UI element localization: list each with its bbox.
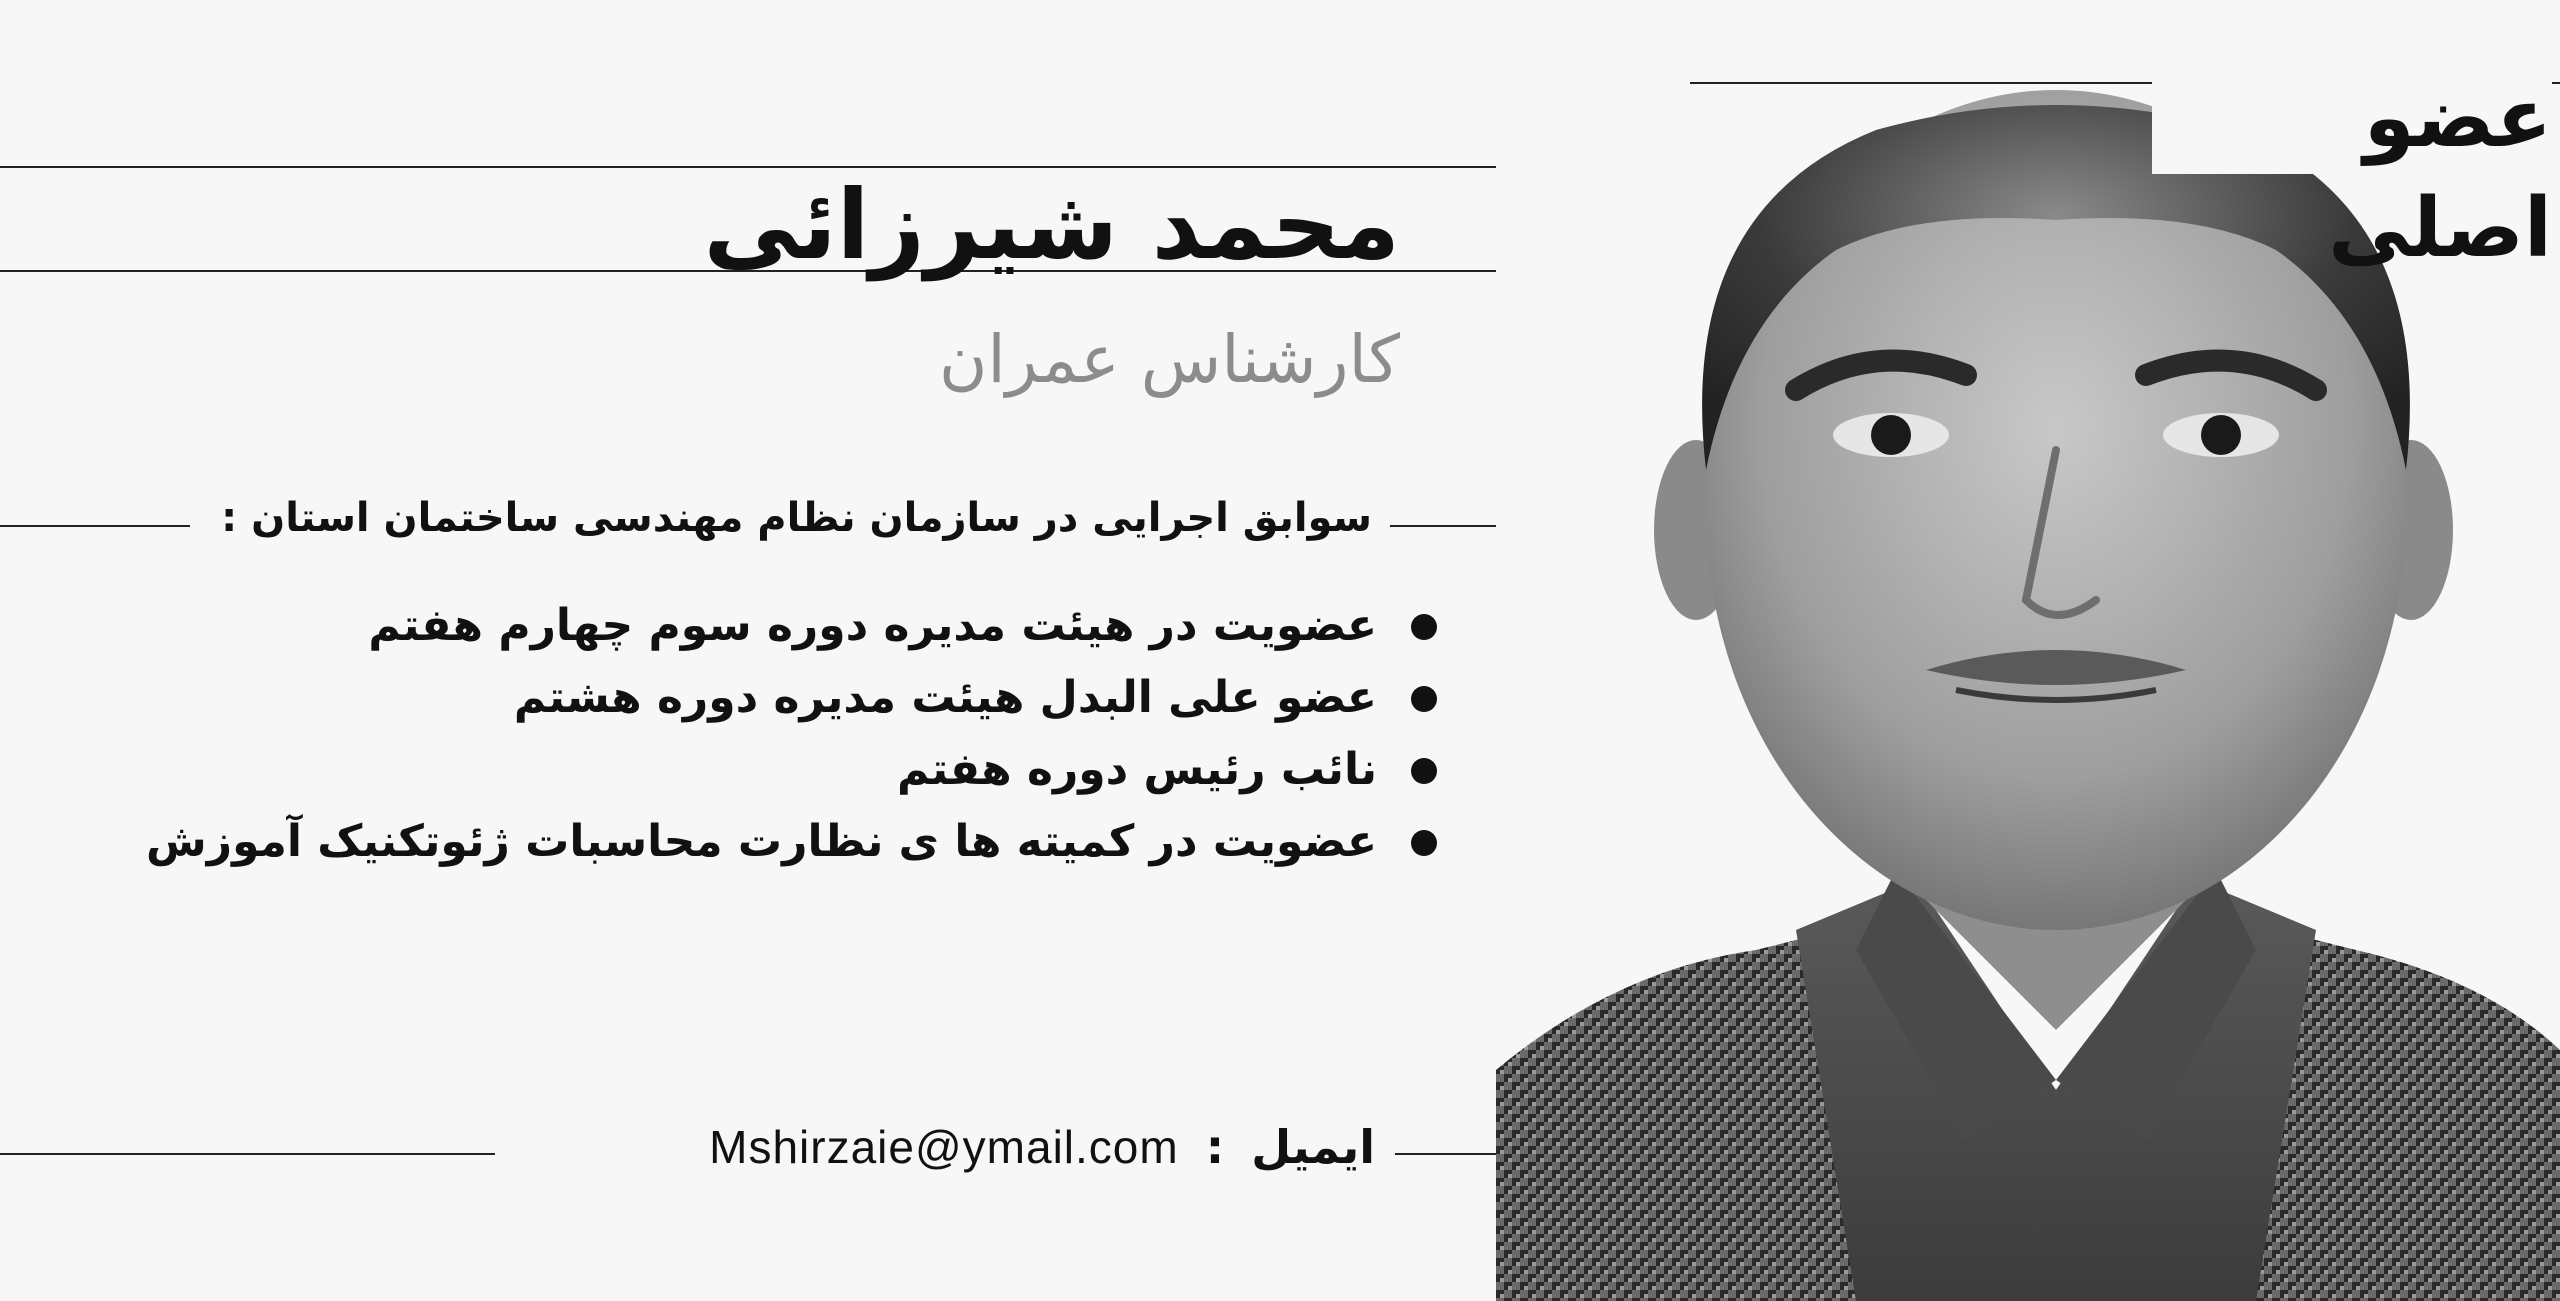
bullet-icon [1411,758,1437,784]
list-item-text: عضویت در کمیته ها ی نظارت محاسبات ژئوتکنیک آموزش [146,816,1377,867]
email-separator: : [1205,1120,1225,1174]
member-badge: عضو اصلی [2152,64,2552,174]
email-address[interactable]: Mshirzaie@ymail.com [709,1121,1179,1173]
bullet-icon [1411,686,1437,712]
list-item-text: عضویت در هیئت مدیره دوره سوم چهارم هفتم [368,600,1377,651]
list-item [137,734,1437,806]
achievements-list [137,590,1437,878]
email-row [495,1112,1395,1182]
list-item-text: نائب رئیس دوره هفتم [897,744,1377,795]
bullet-icon [1411,614,1437,640]
section-heading: سوابق اجرایی در سازمان نظام مهندسی ساختمان استان : [190,488,1390,548]
bullet-icon [1411,830,1437,856]
person-name: محمد شیرزائی [703,169,1400,281]
list-item [137,806,1437,878]
list-item-text: عضو علی البدل هیئت مدیره دوره هشتم [513,672,1377,723]
list-item [137,590,1437,662]
list-item [137,662,1437,734]
person-title: کارشناس عمران [938,321,1400,398]
email-label: ایمیل [1251,1120,1375,1174]
